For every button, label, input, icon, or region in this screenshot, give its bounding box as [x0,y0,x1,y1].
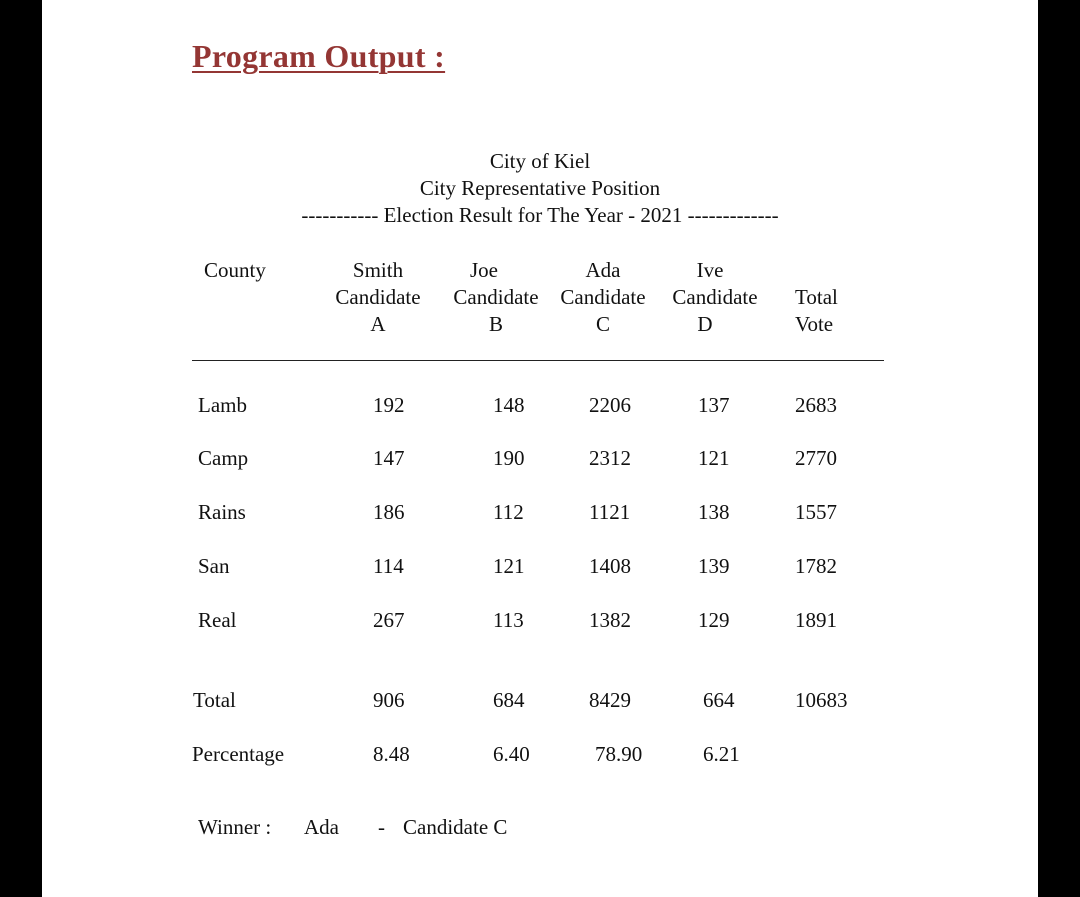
report-title-year: ----------- Election Result for The Year - 2021 ------------- [301,203,779,227]
votes-candidate-d: 121 [698,446,730,470]
total-vote-header [795,284,838,338]
votes-candidate-b: 112 [493,500,524,524]
candidate-d-label: Candidate [672,285,758,309]
total-candidate-a: 906 [373,688,405,712]
candidate-b-letter: B [488,312,503,336]
candidate-b-header [440,257,552,338]
winner-label: Winner : [198,815,272,839]
votes-candidate-a: 114 [373,554,404,578]
votes-candidate-c: 1382 [589,608,631,632]
votes-candidate-a: 192 [373,393,405,417]
candidate-a-name: Smith [352,258,404,282]
votes-candidate-c: 1408 [589,554,631,578]
votes-candidate-d: 138 [698,500,730,524]
county-name: Rains [198,500,246,524]
percentage-candidate-c: 78.90 [595,742,643,766]
candidate-c-name: Ada [585,258,621,282]
percentage-label: Percentage [192,742,285,766]
candidate-d-header [663,257,767,338]
candidate-d-letter: D [697,312,713,336]
header-divider [192,360,884,361]
votes-total: 1782 [795,554,837,578]
winner-name: Ada [304,815,339,839]
candidate-a-label: Candidate [335,285,421,309]
candidate-b-name: Joe [470,258,498,282]
page-heading: Program Output : [192,38,446,74]
winner-candidate: Candidate C [403,815,508,839]
candidate-a-letter: A [370,312,386,336]
votes-candidate-b: 148 [493,393,525,417]
votes-candidate-d: 139 [698,554,730,578]
county-name: Lamb [198,393,247,417]
votes-candidate-c: 2312 [589,446,631,470]
votes-total: 1891 [795,608,837,632]
total-vote-header-line1: Total [795,285,838,309]
total-vote-header-line2: Vote [795,312,834,336]
candidate-c-label: Candidate [560,285,646,309]
total-candidate-c: 8429 [589,688,631,712]
candidate-c-header [553,257,653,338]
percentage-candidate-d: 6.21 [703,742,740,766]
votes-candidate-b: 113 [493,608,524,632]
votes-candidate-a: 147 [373,446,405,470]
candidate-a-header [320,257,436,338]
winner-separator: - [378,815,385,839]
votes-total: 2770 [795,446,837,470]
votes-candidate-b: 190 [493,446,525,470]
votes-total: 2683 [795,393,837,417]
county-name: Real [198,608,237,632]
report-title-position: City Representative Position [419,176,661,200]
votes-candidate-c: 1121 [589,500,631,524]
votes-candidate-b: 121 [493,554,525,578]
grand-total: 10683 [795,688,848,712]
totals-label: Total [193,688,236,712]
votes-candidate-d: 129 [698,608,730,632]
candidate-b-label: Candidate [453,285,539,309]
total-candidate-d: 664 [703,688,735,712]
candidate-d-name: Ive [696,258,724,282]
votes-candidate-d: 137 [698,393,730,417]
votes-candidate-c: 2206 [589,393,631,417]
report-title-city: City of Kiel [489,149,591,173]
votes-candidate-a: 186 [373,500,405,524]
county-column-header: County [204,258,266,282]
total-candidate-b: 684 [493,688,525,712]
candidate-c-letter: C [595,312,610,336]
percentage-candidate-a: 8.48 [373,742,410,766]
county-name: Camp [198,446,249,470]
county-name: San [198,554,230,578]
percentage-candidate-b: 6.40 [493,742,530,766]
votes-total: 1557 [795,500,837,524]
votes-candidate-a: 267 [373,608,405,632]
